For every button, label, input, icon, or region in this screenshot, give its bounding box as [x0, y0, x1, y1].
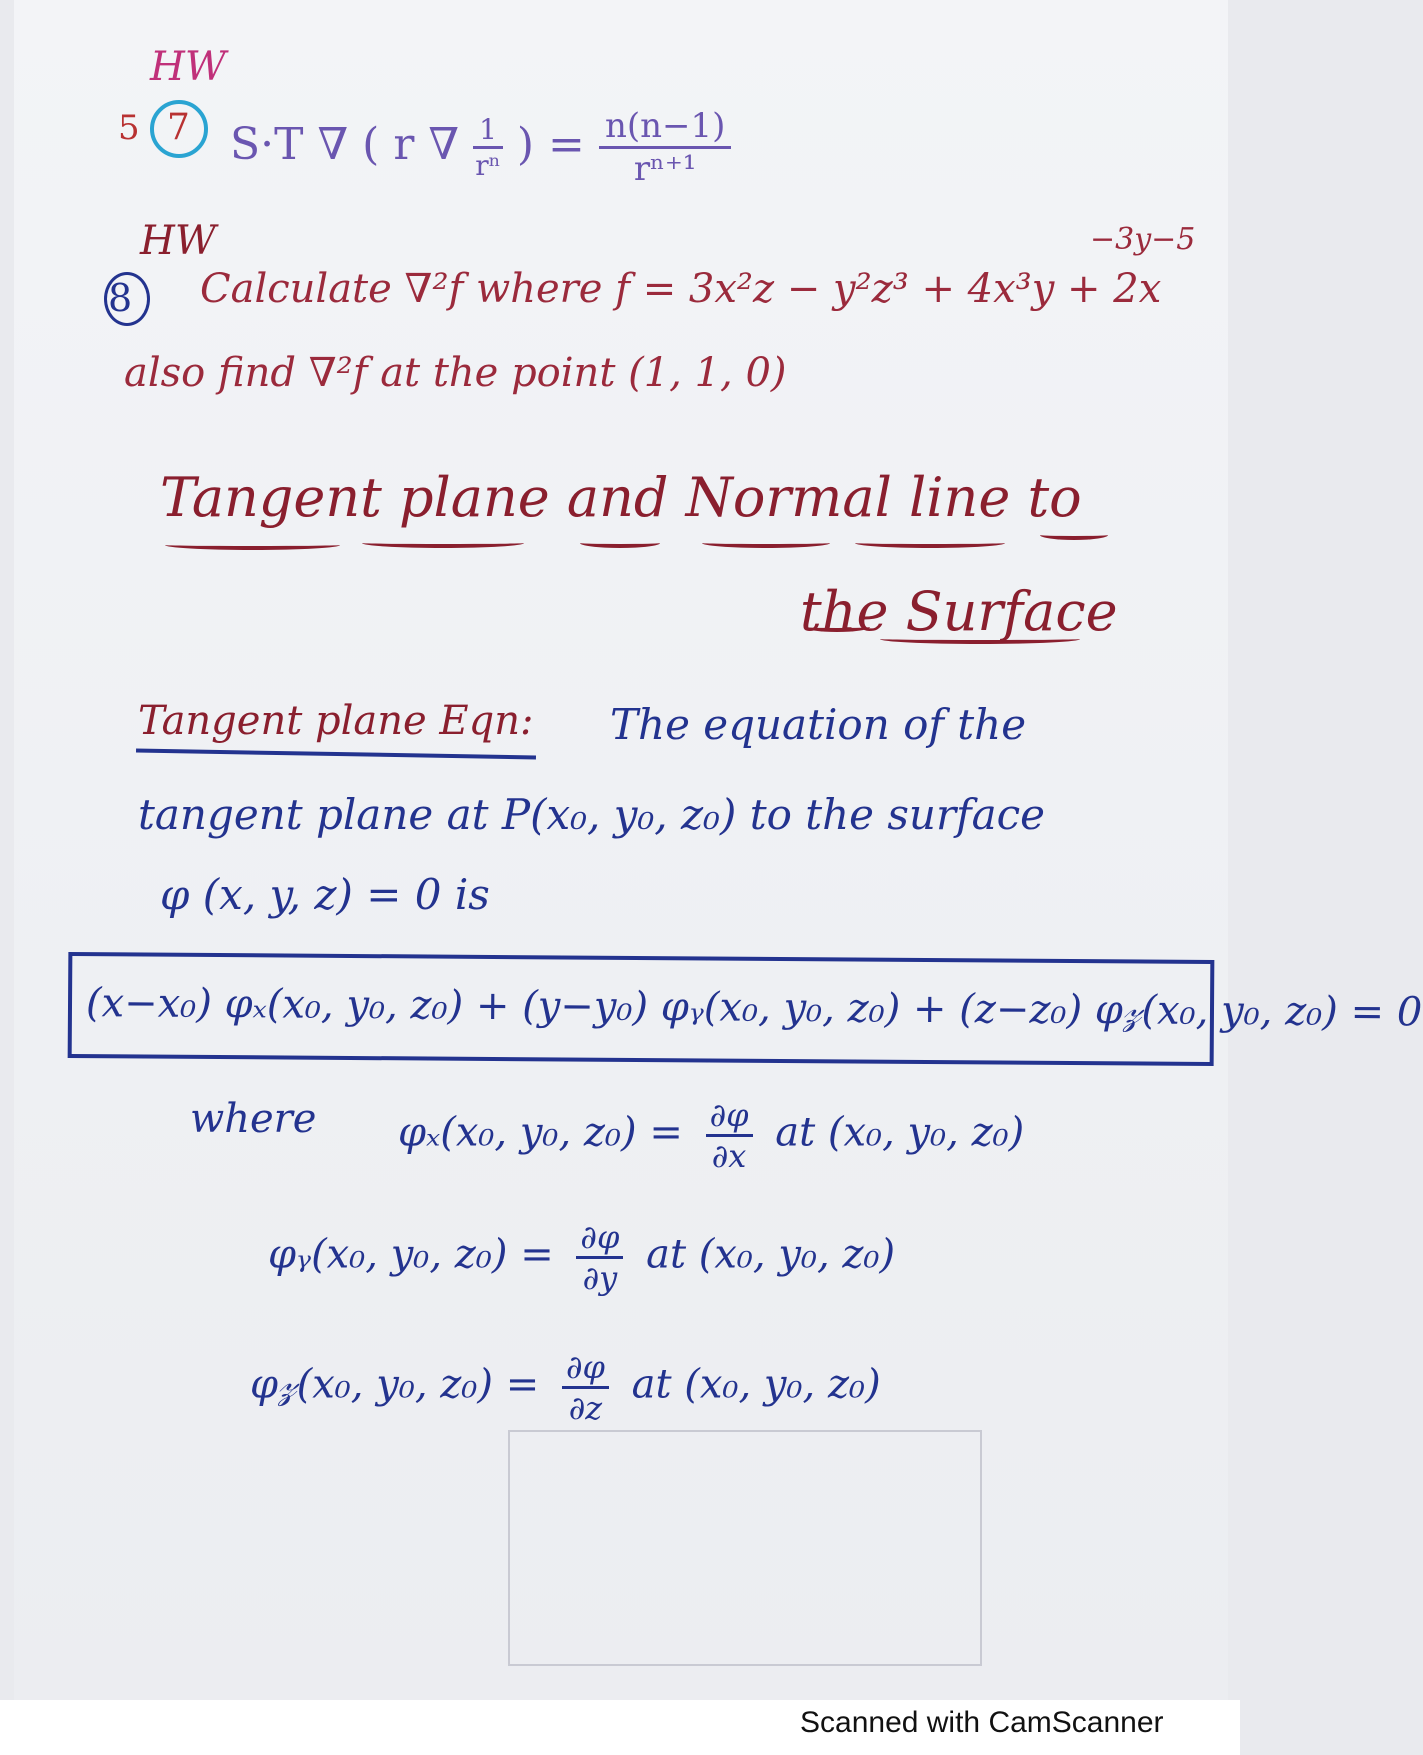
- phi-z-at: at (x₀, y₀, z₀): [631, 1361, 881, 1408]
- q8-number: 8: [108, 276, 133, 320]
- q8-exponent-note: −3y−5: [1090, 222, 1196, 257]
- q7-number: 7: [167, 107, 190, 148]
- phi-y-denominator: ∂y: [582, 1259, 618, 1297]
- q7-prefix-number: 5: [118, 108, 140, 148]
- phi-x-at: at (x₀, y₀, z₀): [775, 1109, 1025, 1156]
- phi-y-fraction: [576, 1218, 623, 1297]
- definition-text-3: φ (x, y, z) = 0 is: [160, 870, 490, 919]
- tangent-plane-label: Tangent plane Eqn:: [138, 698, 534, 744]
- q7-text-mid: ) =: [516, 119, 585, 170]
- definition-text-1: The equation of the: [610, 700, 1027, 749]
- heading-underline: [880, 634, 1080, 644]
- q8-statement-line2: also find ∇²f at the point (1, 1, 0): [124, 350, 787, 396]
- q7-inner-denominator: rⁿ: [475, 149, 501, 182]
- heading-underline: [165, 540, 340, 550]
- q7-number-circle: [150, 100, 208, 158]
- phi-z-lhs: φ𝓏(x₀, y₀, z₀) =: [250, 1361, 540, 1408]
- q7-rhs-denominator: rⁿ⁺¹: [633, 149, 697, 189]
- q7-inner-numerator: 1: [473, 113, 503, 149]
- phi-x-denominator: ∂x: [711, 1137, 747, 1175]
- faint-pencil-rectangle: [508, 1430, 982, 1666]
- q7-text-start: S·T ∇ ( r ∇: [230, 119, 460, 170]
- phi-y-definition: [268, 1218, 895, 1297]
- heading-underline: [804, 622, 870, 632]
- tangent-plane-equation: (x−x₀) φₓ(x₀, y₀, z₀) + (y−y₀) φᵧ(x₀, y₀, z₀) + (z−z₀) φ𝓏(x₀, y₀, z₀) = 0: [85, 980, 1423, 1036]
- where-label: where: [190, 1096, 317, 1142]
- heading-underline: [855, 538, 1005, 548]
- section-heading-line2: the Surface: [800, 580, 1118, 643]
- hw-label-q8: HW: [140, 218, 216, 264]
- phi-z-definition: [250, 1348, 881, 1427]
- heading-underline: [702, 538, 830, 548]
- phi-z-numerator: ∂φ: [562, 1348, 609, 1389]
- camscanner-watermark: Scanned with CamScanner: [800, 1706, 1164, 1739]
- phi-y-at: at (x₀, y₀, z₀): [646, 1231, 896, 1278]
- definition-text-2: tangent plane at P(x₀, y₀, z₀) to the surface: [138, 790, 1045, 839]
- heading-underline: [362, 538, 524, 548]
- phi-y-numerator: ∂φ: [576, 1218, 623, 1259]
- phi-x-lhs: φₓ(x₀, y₀, z₀) =: [398, 1109, 683, 1156]
- phi-z-denominator: ∂z: [568, 1389, 603, 1427]
- phi-x-numerator: ∂φ: [706, 1096, 753, 1137]
- phi-z-fraction: [562, 1348, 609, 1427]
- q7-rhs-fraction: [599, 106, 731, 189]
- phi-x-fraction: [706, 1096, 753, 1175]
- q7-rhs-numerator: n(n−1): [599, 106, 731, 149]
- tangent-plane-equation-box: [68, 952, 1423, 1066]
- section-heading-line1: Tangent plane and Normal line to: [160, 466, 1082, 529]
- heading-underline: [1040, 530, 1108, 540]
- phi-y-lhs: φᵧ(x₀, y₀, z₀) =: [268, 1231, 554, 1278]
- hw-label-q7: HW: [150, 44, 226, 90]
- q7-inner-fraction: [473, 113, 503, 182]
- heading-underline: [580, 538, 660, 548]
- q8-statement-line1: Calculate ∇²f where f = 3x²z − y²z³ + 4x³y + 2x: [200, 266, 1162, 312]
- phi-x-definition: [398, 1096, 1024, 1175]
- q7-statement: [230, 106, 731, 189]
